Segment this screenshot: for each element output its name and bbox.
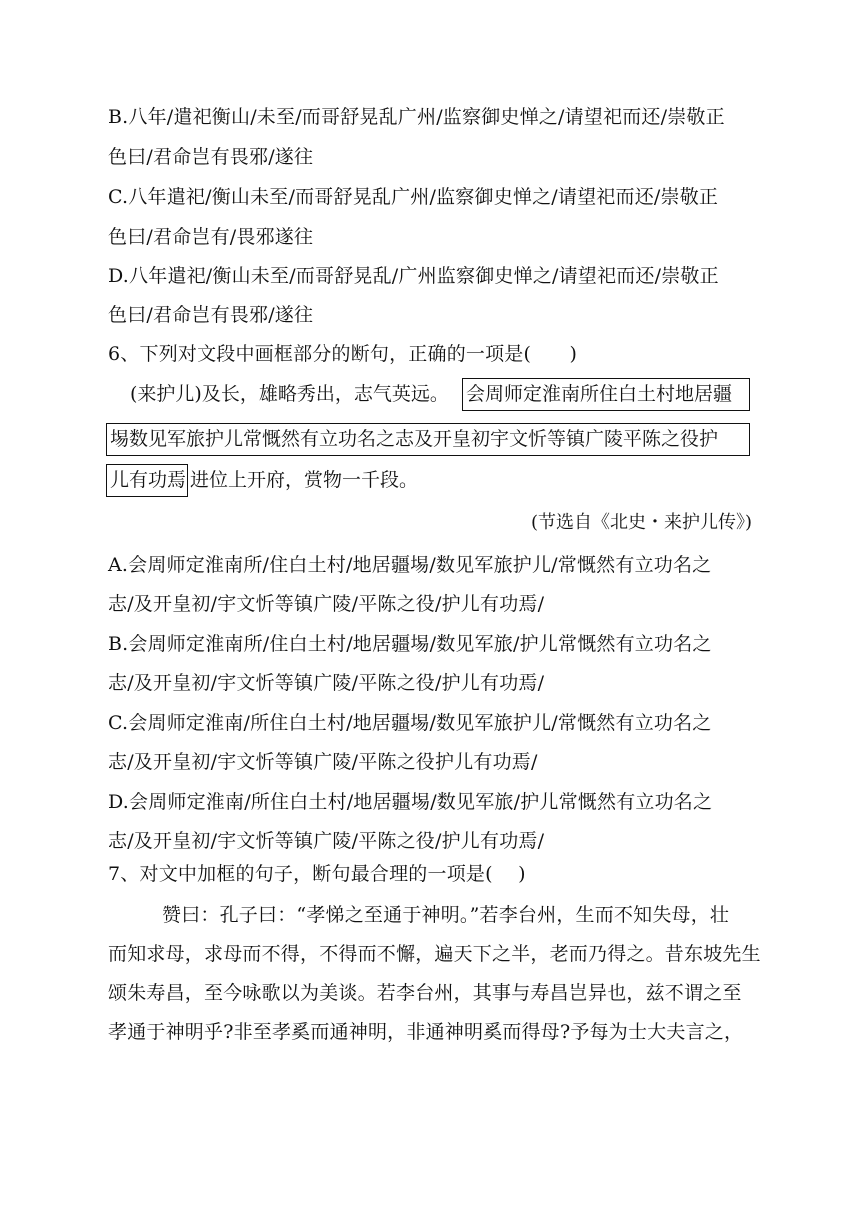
q5-option-d-line2: 色曰/君命岂有畏邪/遂往 xyxy=(108,304,314,326)
q5-option-c-line2: 色曰/君命岂有/畏邪遂往 xyxy=(108,226,314,248)
q7-passage-line1: 赞曰：孔子曰：“孝悌之至通于神明。”若李台州，生而不知失母，壮 xyxy=(162,904,730,926)
q6-option-b-line1: B.会周师定淮南所/住白土村/地居疆埸/数见军旅/护儿常慨然有立功名之 xyxy=(108,633,712,655)
q6-source: (节选自《北史・来护儿传》) xyxy=(530,512,752,533)
q6-option-d-line1: D.会周师定淮南/所住白土村/地居疆埸/数见军旅/护儿常慨然有立功名之 xyxy=(108,791,713,813)
q7-passage-line3: 颂朱寿昌，至今咏歌以为美谈。若李台州，其事与寿昌岂异也，兹不谓之至 xyxy=(108,982,742,1004)
q5-option-b-line2: 色曰/君命岂有畏邪/遂往 xyxy=(108,146,314,168)
q6-passage-tail: 进位上开府，赏物一千段。 xyxy=(190,469,419,491)
q6-question: 6、下列对文段中画框部分的断句，正确的一项是( ) xyxy=(108,343,578,365)
q5-option-c-line1: C.八年遣祀/衡山未至/而哥舒晃乱广州/监察御史惮之/请望祀而还/崇敬正 xyxy=(108,186,719,208)
q6-option-a-line1: A.会周师定淮南所/住白土村/地居疆埸/数见军旅护儿/常慨然有立功名之 xyxy=(108,554,712,576)
q7-passage-line4: 孝通于神明乎?非至孝奚而通神明，非通神明奚而得母?予每为士大夫言之， xyxy=(108,1021,744,1043)
q7-passage-line2: 而知求母，求母而不得，不得而不懈，遍天下之半，老而乃得之。昔东坡先生 xyxy=(108,943,761,965)
q6-boxed-text-line1: 会周师定淮南所住白土村地居疆 xyxy=(462,378,750,411)
q6-option-b-line2: 志/及开皇初/宇文忻等镇广陵/平陈之役/护儿有功焉/ xyxy=(108,672,545,694)
q6-option-c-line1: C.会周师定淮南/所住白土村/地居疆埸/数见军旅护儿/常慨然有立功名之 xyxy=(108,712,712,734)
q6-boxed-text-line3: 儿有功焉 xyxy=(106,464,188,497)
q6-boxed-text-line2: 埸数见军旅护儿常慨然有立功名之志及开皇初宇文忻等镇广陵平陈之役护 xyxy=(106,423,750,456)
q6-option-a-line2: 志/及开皇初/宇文忻等镇广陵/平陈之役/护儿有功焉/ xyxy=(108,593,545,615)
q6-option-c-line2: 志/及开皇初/宇文忻等镇广陵/平陈之役护儿有功焉/ xyxy=(108,751,538,773)
q5-option-d-line1: D.八年遣祀/衡山未至/而哥舒晃乱/广州监察御史惮之/请望祀而还/崇敬正 xyxy=(108,265,719,287)
q5-option-b-line1: B.八年/遣祀衡山/未至/而哥舒晃乱广州/监察御史惮之/请望祀而还/崇敬正 xyxy=(108,106,725,128)
q6-option-d-line2: 志/及开皇初/宇文忻等镇广陵/平陈之役/护儿有功焉/ xyxy=(108,830,545,852)
q7-question: 7、对文中加框的句子，断句最合理的一项是( ) xyxy=(108,863,526,885)
q6-passage-lead: (来护儿)及长，雄略秀出，志气英远。 xyxy=(130,383,449,405)
